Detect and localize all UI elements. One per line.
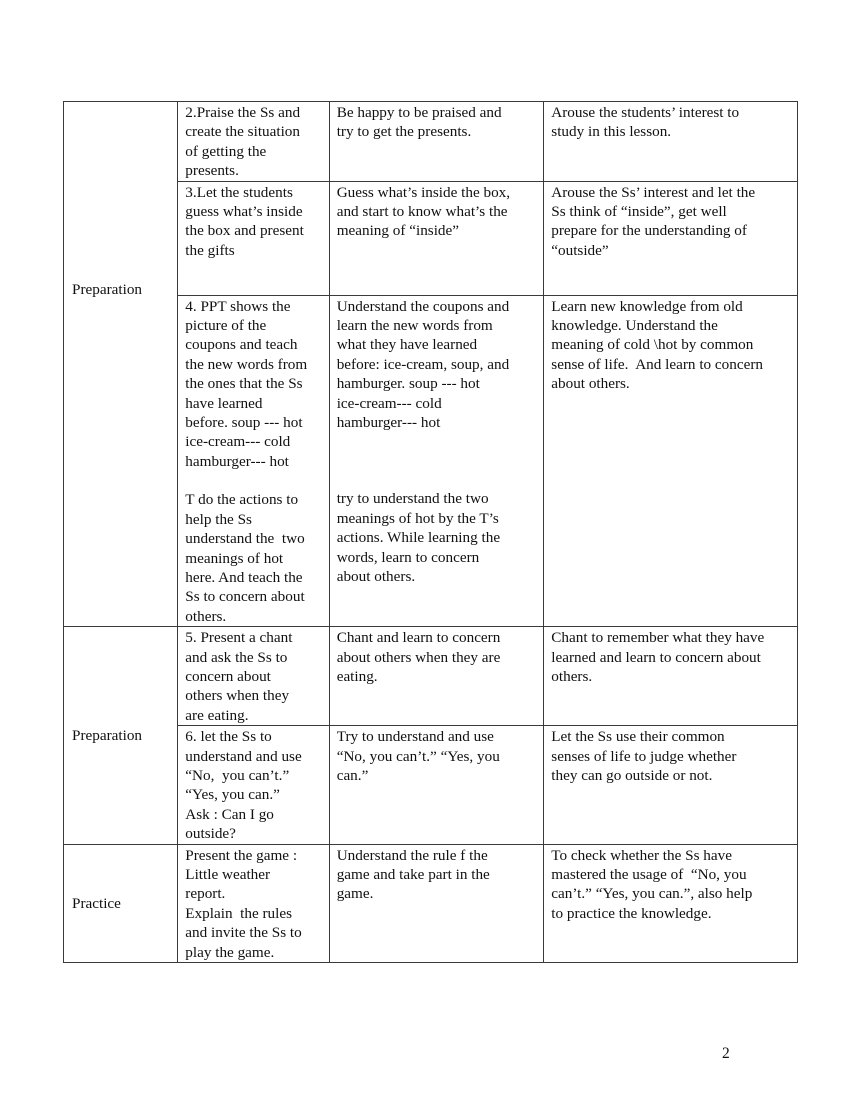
student-activity-cell [329,726,544,844]
cell-text-line: “No, you can’t.” [185,766,290,784]
cell-text-line: the gifts [185,241,235,259]
cell-text-line: study in this lesson. [551,123,672,141]
cell-text-line: and ask the Ss to [185,648,288,666]
cell-text-line: Arouse the Ss’ interest and let the [551,183,756,201]
cell-text-line: hamburger--- hot [185,452,289,470]
purpose-cell [544,726,798,844]
cell-text-line: eating. [336,667,378,685]
cell-text-line: Present the game : [185,846,298,864]
cell-text-line: ice-cream--- cold [336,394,442,412]
cell-text-line: guess what’s inside [185,203,303,221]
cell-text-line: picture of the [185,317,267,335]
cell-text-line: about others. [336,568,416,586]
purpose-cell [544,295,798,627]
cell-text-line: 4. PPT shows the [185,297,291,315]
teacher-activity-cell [178,102,329,182]
cell-text-line: have learned [185,394,263,412]
cell-text-line: play the game. [185,943,275,961]
cell-text-line: hamburger. soup --- hot [336,375,480,393]
teacher-activity-cell [178,181,329,295]
student-activity-cell [329,627,544,726]
cell-text-line: others when they [185,687,290,705]
cell-text-line: learned and learn to concern about [551,648,761,666]
table-row [64,844,798,962]
teacher-activity-cell [178,844,329,962]
cell-text-line: 3.Let the students [185,183,293,201]
cell-text-line: Chant to remember what they have [551,629,765,647]
cell-text-line: Chant and learn to concern [336,629,501,647]
stage-label: Practice [72,895,121,913]
purpose-cell [544,844,798,962]
cell-text-line: of getting the [185,142,267,160]
cell-text-line: prepare for the understanding of [551,222,747,240]
cell-text-line: create the situation [185,123,300,141]
blank-line [337,432,538,451]
cell-text-line: about others when they are [336,648,501,666]
cell-text-line: Try to understand and use [336,728,494,746]
blank-line [185,471,322,490]
cell-text-line: mastered the usage of “No, you [551,866,747,883]
cell-text-line: ice-cream--- cold [185,433,291,451]
cell-text-line: 6. let the Ss to [185,728,272,746]
blank-line [337,470,538,489]
stage-cell [64,102,178,627]
cell-text-line: 2.Praise the Ss and [185,104,301,121]
cell-text-line: what they have learned [336,336,478,354]
table-row [64,627,798,726]
cell-text-line: Ss think of “inside”, get well [551,203,727,221]
cell-text-line: Be happy to be praised and [336,104,502,121]
cell-text-line: the new words from [185,355,308,373]
cell-text-line: meaning of “inside” [336,222,460,240]
student-activity-cell [329,844,544,962]
cell-text-line: meaning of cold \hot by common [551,336,754,354]
cell-text-line: Arouse the students’ interest to [551,104,740,121]
cell-text-line: “No, you can’t.” “Yes, you [336,747,500,765]
cell-text-line: T do the actions to [185,491,299,509]
cell-text-line: “outside” [551,241,609,259]
cell-text-line: Little weather [185,866,271,883]
purpose-cell [544,627,798,726]
cell-text-line: presents. [185,162,239,180]
cell-text-line: coupons and teach [185,336,298,354]
cell-text-line: Understand the rule f the [336,846,488,864]
student-activity-cell [329,102,544,182]
cell-text-line: Ss to concern about [185,588,305,606]
cell-text-line: understand and use [185,747,302,765]
cell-text-line: words, learn to concern [336,548,480,566]
cell-text-line: can.” [336,766,369,784]
teacher-activity-cell [178,627,329,726]
cell-text-line: sense of life. And learn to concern [551,355,763,373]
lesson-plan-table [63,101,798,963]
cell-text-line: can’t.” “Yes, you can.”, also help [551,885,753,903]
cell-text-line: the box and present [185,222,304,240]
cell-text-line: report. [185,885,226,903]
teacher-activity-cell [178,726,329,844]
cell-text-line: understand the two [185,530,305,548]
cell-text-line: Guess what’s inside the box, [336,183,511,201]
cell-text-line: about others. [551,375,630,393]
teacher-activity-cell [178,295,329,627]
cell-text-line: hamburger--- hot [336,414,441,432]
cell-text-line: before: ice-cream, soup, and [336,355,510,373]
cell-text-line: meanings of hot by the T’s [336,509,499,527]
cell-text-line: Explain the rules [185,904,293,922]
cell-text-line: to practice the knowledge. [551,904,712,922]
student-activity-cell [329,295,544,627]
cell-text-line: Learn new knowledge from old [551,297,743,315]
cell-text-line: Let the Ss use their common [551,728,725,746]
purpose-cell [544,102,798,182]
stage-label: Preparation [72,280,143,298]
cell-text-line: others. [551,667,593,685]
cell-text-line: try to get the presents. [336,123,472,141]
cell-text-line: To check whether the Ss have [551,846,732,864]
cell-text-line: the ones that the Ss [185,375,303,393]
cell-text-line: Ask : Can I go [185,805,274,823]
stage-cell [64,627,178,844]
cell-text-line: knowledge. Understand the [551,317,718,335]
cell-text-line: 5. Present a chant [185,629,293,647]
student-activity-cell [329,181,544,295]
cell-text-line: before. soup --- hot [185,414,303,432]
cell-text-line: and invite the Ss to [185,924,302,942]
table-row [64,102,798,182]
cell-text-line: learn the new words from [336,317,493,335]
cell-text-line: actions. While learning the [336,529,501,547]
cell-text-line: game and take part in the [336,866,490,883]
page-number: 2 [722,1045,730,1062]
cell-text-line: game. [336,885,374,903]
blank-line [337,451,538,470]
cell-text-line: are eating. [185,706,249,724]
cell-text-line: and start to know what’s the [336,203,508,221]
cell-text-line: Understand the coupons and [336,297,510,315]
cell-text-line: help the Ss [185,510,252,528]
cell-text-line: “Yes, you can.” [185,786,280,804]
cell-text-line: senses of life to judge whether [551,747,737,765]
cell-text-line: here. And teach the [185,568,303,586]
purpose-cell [544,181,798,295]
cell-text-line: they can go outside or not. [551,766,713,784]
stage-cell [64,844,178,962]
cell-text-line: others. [185,607,227,625]
cell-text-line: try to understand the two [336,490,489,508]
cell-text-line: outside? [185,825,236,843]
cell-text-line: concern about [185,667,271,685]
cell-text-line: meanings of hot [185,549,284,567]
stage-label: Preparation [72,727,143,745]
